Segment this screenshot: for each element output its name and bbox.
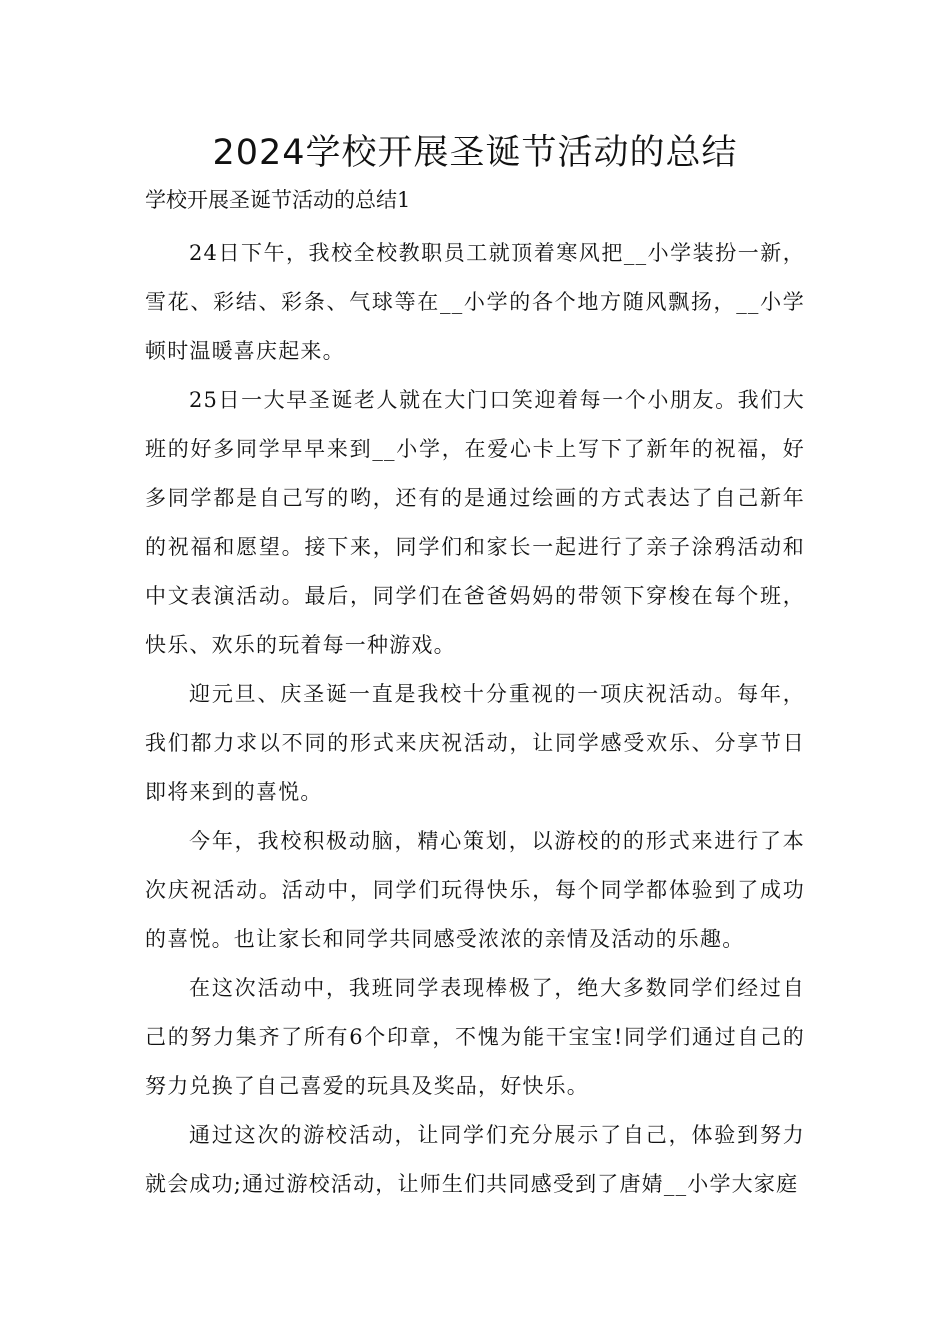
document-title: 2024学校开展圣诞节活动的总结 xyxy=(212,133,738,173)
paragraph: 迎元旦、庆圣诞一直是我校十分重视的一项庆祝活动。每年，我们都力求以不同的形式来庆祝活动，让同学感受欢乐、分享节日即将来到的喜悦。 xyxy=(145,682,805,804)
section-heading: 学校开展圣诞节活动的总结1 xyxy=(145,188,411,212)
paragraph: 今年，我校积极动脑，精心策划，以游校的的形式来进行了本次庆祝活动。活动中，同学们玩得快乐，每个同学都体验到了成功的喜悦。也让家长和同学共同感受浓浓的亲情及活动的乐趣。 xyxy=(145,829,805,951)
paragraph: 在这次活动中，我班同学表现棒极了，绝大多数同学们经过自己的努力集齐了所有6个印章，不愧为能干宝宝!同学们通过自己的努力兑换了自己喜爱的玩具及奖品，好快乐。 xyxy=(145,976,805,1098)
document-body xyxy=(145,229,805,1209)
paragraph: 25日一大早圣诞老人就在大门口笑迎着每一个小朋友。我们大班的好多同学早早来到__小学，在爱心卡上写下了新年的祝福，好多同学都是自己写的哟，还有的是通过绘画的方式表达了自己新年的祝福和愿望。接下来，同学们和家长一起进行了亲子涂鸦活动和中文表演活动。最后，同学们在爸爸妈妈的带领下穿梭在每个班，快乐、欢乐的玩着每一种游戏。 xyxy=(145,388,805,657)
paragraph: 通过这次的游校活动，让同学们充分展示了自己，体验到努力就会成功;通过游校活动，让师生们共同感受到了唐婧__小学大家庭 xyxy=(145,1123,805,1196)
paragraph: 24日下午，我校全校教职员工就顶着寒风把__小学装扮一新，雪花、彩结、彩条、气球等在__小学的各个地方随风飘扬，__小学顿时温暖喜庆起来。 xyxy=(145,241,805,363)
